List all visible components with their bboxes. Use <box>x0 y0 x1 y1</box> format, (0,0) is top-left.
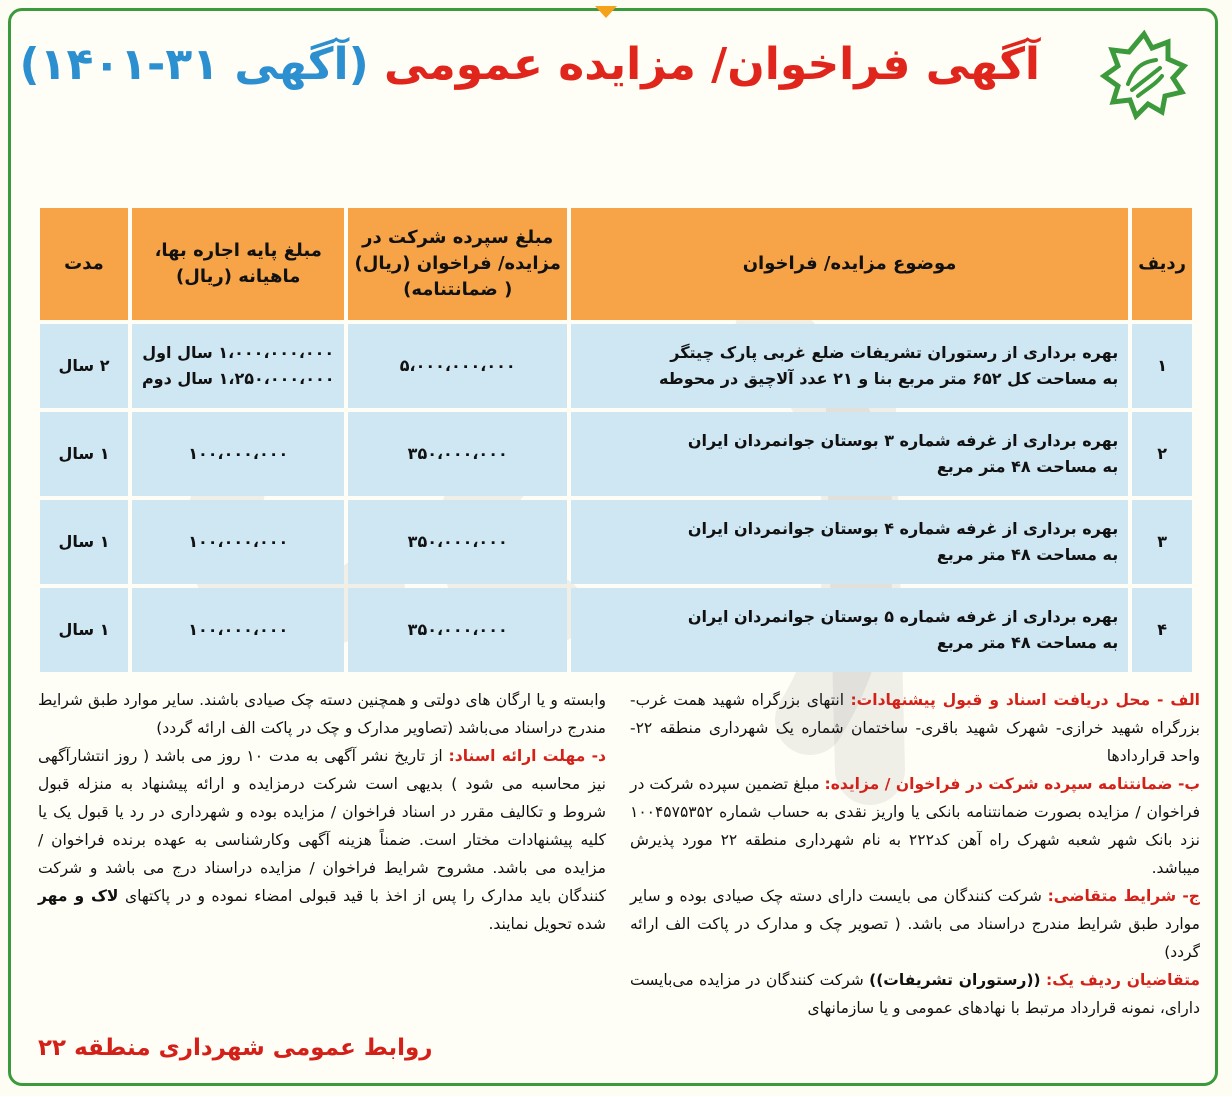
cell-duration: ۱ سال <box>40 588 128 672</box>
section-jim <box>630 882 1200 966</box>
subject-line: به مساحت کل ۶۵۲ متر مربع بنا و ۲۱ عدد آلاچیق در محوطه <box>658 369 1119 388</box>
header-deposit: مبلغ سپرده شرکت در مزایده/ فراخوان (ریال) ( ضمانتنامه) <box>348 208 566 320</box>
public-relations-signature: روابط عمومی شهرداری منطقه ۲۲ <box>38 1035 433 1061</box>
subject-line: به مساحت ۴۸ متر مربع <box>936 633 1119 652</box>
title-main: آگهی فراخوان/ مزایده عمومی <box>384 39 1040 90</box>
tehran-municipality-logo-icon <box>1098 28 1190 120</box>
cell-index: ۲ <box>1132 412 1192 496</box>
section-dal-text-end: شده تحویل نمایند. <box>488 915 606 933</box>
section-be-text: مبلغ تضمین سپرده شرکت در فراخوان / مزایده بصورت ضمانتنامه بانکی یا واریز نقدی به حساب شماره ۱۰۰۴۵۷۵۳۵۲ نزد بانک شهر شعبه شهرک راه آهن کد۲۲۲ به نام شهرداری منطقه ۲۲ مورد پذیرش میباشد. <box>630 775 1200 877</box>
table-header-row <box>40 208 1192 320</box>
section-alef-text: انتهای بزرگراه شهید همت غرب- بزرگراه شهید خرازی- شهرک شهید باقری- ساختمان شماره یک شهرداری منطقه ۲۲- واحد قراردادها <box>630 691 1200 765</box>
cell-duration: ۲ سال <box>40 324 128 408</box>
frame-top-marker <box>595 6 617 18</box>
terms-left-column <box>38 686 606 938</box>
cell-index: ۴ <box>1132 588 1192 672</box>
ad-title <box>19 30 1040 100</box>
cell-rent: ۱۰۰،۰۰۰،۰۰۰ <box>132 588 345 672</box>
rent-line: ۱،۰۰۰،۰۰۰،۰۰۰ سال اول <box>142 343 335 362</box>
cell-duration: ۱ سال <box>40 412 128 496</box>
cell-subject <box>571 412 1128 496</box>
rent-line: ۱،۲۵۰،۰۰۰،۰۰۰ سال دوم <box>141 369 335 388</box>
cell-subject <box>571 324 1128 408</box>
subject-line: بهره برداری از غرفه شماره ۵ بوستان جوانمردان ایران <box>687 607 1119 626</box>
cell-deposit: ۵،۰۰۰،۰۰۰،۰۰۰ <box>348 324 566 408</box>
subject-line: به مساحت ۴۸ متر مربع <box>936 457 1119 476</box>
section-alef <box>630 686 1200 770</box>
section-alef-heading: الف - محل دریافت اسناد و قبول پیشنهادات: <box>850 691 1200 709</box>
section-row1-text: شرکت کنندگان در مزایده می‌بایست دارای، نمونه قرارداد مرتبط با نهادهای عمومی و یا سازمانهای <box>630 971 1200 1017</box>
header-rent: مبلغ پایه اجاره بها، ماهیانه (ریال) <box>132 208 345 320</box>
table-row <box>40 324 1192 408</box>
cell-index: ۳ <box>1132 500 1192 584</box>
section-left-intro: وابسته و یا ارگان های دولتی و همچنین دسته چک صیادی باشند. سایر موارد طبق شرایط مندرج دراسناد می‌باشد (تصاویر مدارک و چک در پاکت الف ارائه گردد) <box>38 691 606 737</box>
section-jim-heading: ج- شرایط متقاضی: <box>1047 887 1200 905</box>
cell-rent: ۱۰۰،۰۰۰،۰۰۰ <box>132 500 345 584</box>
section-dal-text: از تاریخ نشر آگهی به مدت ۱۰ روز می باشد ( روز انتشارآگهی نیز محاسبه می شود ) بدیهی است شرکت درمزایده و ارائه پیشنهاد به منزله قبول شروط و تکالیف مقرر در اسناد فراخوان / مزایده بوده و شهرداری در رد یا قبول یک یا کلیه پیشنهادات مختار است. ضمناً هزینه آگهی وکارشناسی به عهده برنده فراخوان / مزایده می باشد. مشروح شرایط فراخوان / مزایده دراسناد درج می باشد و شرکت کنندگان باید مدارک را پس از اخذ با قید قبولی امضاء نموده و در پاکتهای <box>38 747 606 905</box>
cell-deposit: ۳۵۰،۰۰۰،۰۰۰ <box>348 412 566 496</box>
cell-deposit: ۳۵۰،۰۰۰،۰۰۰ <box>348 500 566 584</box>
subject-line: بهره برداری از غرفه شماره ۳ بوستان جوانمردان ایران <box>687 431 1119 450</box>
section-row1-applicants <box>630 966 1200 1022</box>
section-dal-term: لاک و مهر <box>38 887 119 905</box>
section-jim-text: شرکت کنندگان می بایست دارای دسته چک صیادی بوده و سایر موارد طبق شرایط مندرج دراسناد می باشد. ( تصویر چک و مدارک در پاکت الف ارائه گردد) <box>630 887 1200 961</box>
cell-index: ۱ <box>1132 324 1192 408</box>
table-row <box>40 588 1192 672</box>
section-be <box>630 770 1200 882</box>
cell-subject <box>571 588 1128 672</box>
cell-rent: ۱۰۰،۰۰۰،۰۰۰ <box>132 412 345 496</box>
cell-rent <box>132 324 345 408</box>
terms-right-column <box>630 686 1200 1022</box>
header-subject: موضوع مزایده/ فراخوان <box>571 208 1128 320</box>
subject-line: بهره برداری از غرفه شماره ۴ بوستان جوانمردان ایران <box>687 519 1119 538</box>
cell-subject <box>571 500 1128 584</box>
title-number: (آگهی ۳۱-۱۴۰۱) <box>19 39 369 90</box>
section-be-heading: ب- ضمانتنامه سپرده شرکت در فراخوان / مزایده: <box>824 775 1200 793</box>
subject-line: به مساحت ۴۸ متر مربع <box>936 545 1119 564</box>
section-row1-heading: متقاضیان ردیف یک: <box>1046 971 1200 989</box>
header-index: ردیف <box>1132 208 1192 320</box>
section-row1-term: ((رستوران تشریفات)) <box>869 971 1041 989</box>
cell-duration: ۱ سال <box>40 500 128 584</box>
subject-line: بهره برداری از رستوران تشریفات ضلع غربی پارک چیتگر <box>670 343 1119 362</box>
table-row <box>40 412 1192 496</box>
section-dal <box>38 742 606 938</box>
cell-deposit: ۳۵۰،۰۰۰،۰۰۰ <box>348 588 566 672</box>
auction-table <box>36 204 1196 676</box>
section-dal-heading: د- مهلت ارائه اسناد: <box>448 747 607 765</box>
header-duration: مدت <box>40 208 128 320</box>
table-row <box>40 500 1192 584</box>
